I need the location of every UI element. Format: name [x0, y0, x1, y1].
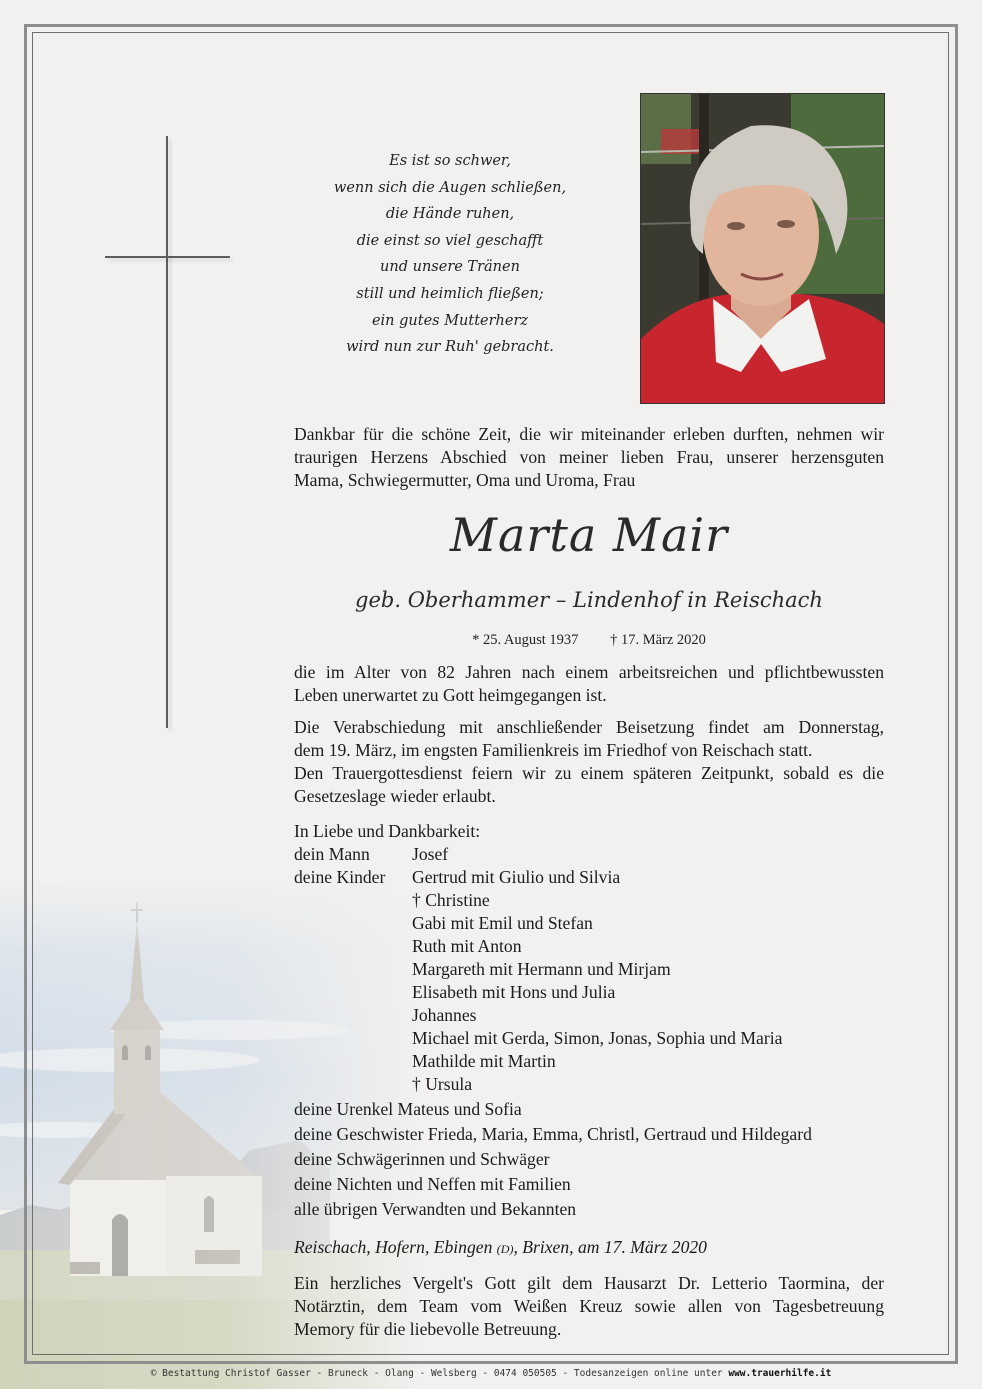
footer-text: © Bestattung Christof Gasser - Bruneck - Olang - Welsberg - 0474 050505 - Todesanzeigen online unter [150, 1368, 729, 1379]
deceased-name: Marta Mair [449, 508, 729, 562]
poem [300, 148, 600, 361]
thanks-line: Ein herzliches Vergelt's Gott gilt dem Hausarzt Dr. Letterio Taormina, der [294, 1273, 884, 1293]
child-entry: † Ursula [412, 1074, 473, 1094]
life-dates [294, 632, 884, 649]
footer-link[interactable]: www.trauerhilfe.it [728, 1368, 832, 1379]
child-entry: Mathilde mit Martin [412, 1051, 556, 1071]
funeral-line: dem 19. März, im engsten Familienkreis im Friedhof von Reischach statt. [294, 740, 813, 760]
poem-line: und unsere Tränen [380, 259, 520, 276]
thanks-line: Memory für die liebevolle Betreuung. [294, 1319, 562, 1339]
place-after: , Brixen, am 17. März 2020 [513, 1237, 707, 1257]
family-other: deine Geschwister Frieda, Maria, Emma, Christl, Gertraud und Hildegard [294, 1123, 812, 1144]
husband-label: dein Mann [294, 844, 370, 864]
poem-line: die einst so viel geschafft [356, 232, 544, 249]
children-list [412, 866, 782, 1096]
family-other: deine Urenkel Mateus und Sofia [294, 1098, 522, 1119]
funeral-text [294, 716, 884, 808]
children-label: deine Kinder [294, 867, 386, 887]
poem-line: Es ist so schwer, [389, 153, 511, 169]
family-row-husband [294, 843, 884, 866]
place-before: Reischach, Hofern, Ebingen [294, 1237, 497, 1257]
child-entry: † Christine [412, 890, 490, 910]
footer-credit [0, 1368, 982, 1379]
family-heading: In Liebe und Dankbarkeit: [294, 821, 481, 841]
child-entry: Elisabeth mit Hons und Julia [412, 982, 616, 1002]
family-list [294, 820, 884, 1221]
intro-text [294, 423, 884, 492]
child-entry: Ruth mit Anton [412, 936, 522, 956]
child-entry: Michael mit Gerda, Simon, Jonas, Sophia und Maria [412, 1028, 783, 1048]
passing-text [294, 661, 884, 707]
family-other: alle übrigen Verwandten und Bekannten [294, 1198, 577, 1219]
thanks-text [294, 1272, 884, 1341]
husband-name: Josef [412, 844, 449, 864]
family-other: deine Nichten und Neffen mit Familien [294, 1173, 571, 1194]
funeral-line: Den Trauergottesdienst feiern wir zu einem späteren Zeitpunkt, sobald es die [294, 763, 884, 783]
poem-line: wenn sich die Augen schließen, [333, 179, 567, 196]
poem-line: wird nun zur Ruh' gebracht. [346, 339, 554, 356]
child-entry: Gertrud mit Giulio und Silvia [412, 867, 621, 887]
portrait-photo [640, 93, 885, 404]
cross-icon [166, 136, 168, 728]
passing-line: die im Alter von 82 Jahren nach einem arbeitsreichen und pflichtbewussten [294, 662, 884, 682]
poem-line: die Hände ruhen, [385, 206, 515, 223]
funeral-line: Gesetzeslage wieder erlaubt. [294, 786, 496, 806]
intro-line: traurigen Herzens Abschied von meiner lieben Frau, unserer herzensguten [294, 447, 884, 467]
passing-line: Leben unerwartet zu Gott heimgegangen ist. [294, 685, 607, 705]
birth-date: * 25. August 1937 [472, 632, 579, 648]
child-entry: Johannes [412, 1005, 477, 1025]
family-other: deine Schwägerinnen und Schwäger [294, 1148, 550, 1169]
poem-line: still und heimlich fließen; [356, 285, 544, 302]
family-row-children [294, 866, 884, 1096]
thanks-line: Notärztin, dem Team vom Weißen Kreuz sowie allen von Tagesbetreuung [294, 1296, 884, 1316]
place-country: (D) [496, 1242, 514, 1256]
funeral-line: Die Verabschiedung mit anschließender Beisetzung findet am Donnerstag, [294, 717, 884, 737]
place-and-date [294, 1237, 707, 1258]
child-entry: Gabi mit Emil und Stefan [412, 913, 593, 933]
cross-icon-bar [105, 256, 230, 258]
child-entry: Margareth mit Hermann und Mirjam [412, 959, 671, 979]
death-date: † 17. März 2020 [610, 632, 706, 648]
intro-line: Mama, Schwiegermutter, Oma und Uroma, Frau [294, 470, 636, 490]
intro-line: Dankbar für die schöne Zeit, die wir miteinander erleben durften, nehmen wir [294, 424, 884, 444]
birth-name: geb. Oberhammer – Lindenhof in Reischach [355, 588, 823, 612]
poem-line: ein gutes Mutterherz [371, 312, 529, 329]
